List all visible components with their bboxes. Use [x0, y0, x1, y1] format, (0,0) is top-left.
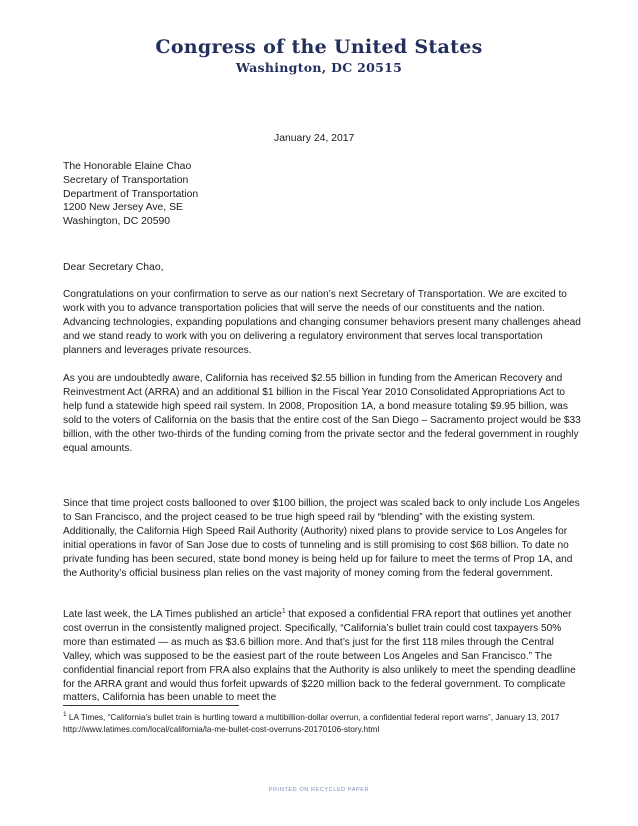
salutation: Dear Secretary Chao,	[63, 262, 164, 273]
recipient-line: 1200 New Jersey Ave, SE	[63, 202, 183, 214]
body-paragraph: As you are undoubtedly aware, California has received $2.55 billion in funding from the American Recovery and Reinvestment Act (ARRA) and an additional $1 billion in the Fiscal Year 2010 Consolidated Appropriations Act to help fund a statewide high speed rail system. In 2008, Proposition 1A, a bond measure totaling $9.95 billion, was sold to the voters of California on the basis that the entire cost of the San Diego – Sacramento project would be $33 billion, with the other two-thirds of the funding coming from the private sector and the federal government in roughly equal amounts.	[63, 373, 581, 454]
body-paragraph	[63, 608, 583, 705]
recipient-line: Washington, DC 20590	[63, 216, 171, 228]
footnote	[63, 711, 583, 735]
letterhead-title: Congress of the United States	[155, 36, 483, 58]
recipient-line: Department of Transportation	[63, 188, 199, 200]
letter-date: January 24, 2017	[274, 133, 355, 144]
recipient-address	[63, 160, 198, 229]
footnote-mark: 1	[63, 711, 67, 719]
body-paragraph: Since that time project costs ballooned to over $100 billion, the project was scaled back to only include Los Angeles to San Francisco, and the project ceased to be true high speed rail by “blending” with the existing system. Additionally, the California High Speed Rail Authority (Authority) nixed plans to provide service to Los Angeles for initial operations in favor of San Jose due to costs of tunneling and is still promising to cost $68 billion. To date no private funding has been secured, state bond money is being held up for failure to meet the terms of Prop 1A, and the Authority’s official business plan relies on the vast majority of money coming from the federal government.	[63, 498, 580, 579]
recipient-line: The Honorable Elaine Chao	[63, 161, 192, 172]
paragraph-text: that exposed a confidential FRA report that outlines yet another cost overrun in the consistently maligned project. Specifically, “California’s bullet train could cost taxpayers 50% more than estimated — as much as $3.6 billion more. And that’s just for the first 118 miles through the Central Valley, which was supposed to be the easiest part of the route between Los Angeles and San Francisco.” The confidential financial report from FRA also explains that the Authority is also unlikely to meet the spending deadline for the ARRA grant and would thus forfeit upwards of $220 million back to the federal government. To complicate matters, California has been unable to meet the	[63, 609, 576, 704]
paragraph-text: Late last week, the LA Times published an article	[63, 609, 282, 620]
footnote-text: LA Times, “California’s bullet train is hurtling toward a multibillion-dollar overrun, a confidential federal report warns”, January 13, 2017 http://www.latimes.com/local/california/la-me-bullet-cost-overruns-20170106-story.html	[63, 712, 560, 734]
letterhead-subtitle: Washington, DC 20515	[235, 60, 403, 75]
recycled-paper-footer: PRINTED ON RECYCLED PAPER	[268, 787, 370, 793]
footnote-reference[interactable]: 1	[281, 607, 286, 615]
body-paragraph: Congratulations on your confirmation to serve as our nation’s next Secretary of Transportation. We are excited to work with you to advance transportation policies that will serve the needs of our constituents and the nation. Advancing technologies, expanding populations and changing consumer behaviors present many challenges ahead and we stand ready to work with you on delivering a regulatory environment that serves local transportation planners and leverages private resources.	[63, 289, 581, 356]
footnote-divider	[63, 705, 239, 706]
recipient-line: Secretary of Transportation	[63, 174, 189, 186]
